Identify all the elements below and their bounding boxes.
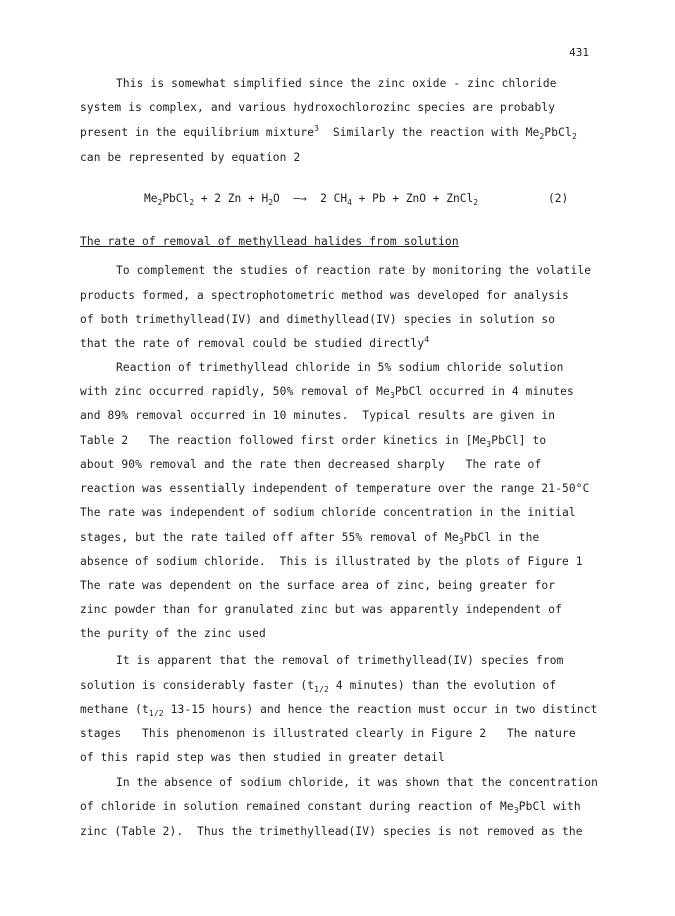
text-line: In the absence of sodium chloride, it was shown that the concentration <box>116 776 598 789</box>
text-line: of chloride in solution remained constant during reaction of $Me_3PbCl$ with <box>80 800 581 815</box>
text-line: Reaction of trimethyllead chloride in 5% sodium chloride solution <box>116 361 564 374</box>
text-line: It is apparent that the removal of trimethyllead(IV) species from <box>116 654 564 667</box>
text-line: the purity of the zinc used <box>80 627 266 640</box>
text-line: and 89% removal occurred in 10 minutes. Typical results are given in <box>80 409 556 422</box>
text-line: To complement the studies of reaction rate by monitoring the volatile <box>116 264 592 277</box>
text-line: present in the equilibrium mixture$^3$ Similarly the reaction with $Me_2PbCl_2$ <box>80 124 577 141</box>
page-number: 431 <box>569 46 589 59</box>
text-line: can be represented by equation 2 <box>80 151 301 164</box>
text-line: products formed, a spectrophotometric method was developed for analysis <box>80 289 569 302</box>
text-line: system is complex, and various hydroxochlorozinc species are probably <box>80 101 556 114</box>
text-line: of this rapid step was then studied in greater detail <box>80 751 445 764</box>
text-line: zinc powder than for granulated zinc but was apparently independent of <box>80 603 562 616</box>
section-heading: The rate of removal of methyllead halides from solution <box>80 235 459 248</box>
text-line: solution is considerably faster ($t_{1/2}$ 4 minutes) than the evolution of <box>80 679 557 694</box>
reference-superscript: 4 <box>424 335 430 344</box>
text-line: with zinc occurred rapidly, 50% removal of $Me_3PbCl$ occurred in 4 minutes <box>80 385 574 400</box>
text-line: stages This phenomenon is illustrated clearly in Figure 2 The nature <box>80 727 576 740</box>
text-line: The rate was dependent on the surface area of zinc, being greater for <box>80 579 556 592</box>
text-line: The rate was independent of sodium chloride concentration in the initial <box>80 506 576 519</box>
text-line: Table 2 The reaction followed first order kinetics in $[Me_3PbCl]$ to <box>80 434 547 449</box>
chemical-equation: $Me_2PbCl_2 + 2$ $Zn + H_2O$ —→ 2 $CH_4 + Pb$ + ZnO + ZnCl$_2$ <box>144 192 479 207</box>
text-line: methane ($t_{1/2}$ 13-15 hours) and hence the reaction must occur in two distinct <box>80 703 598 718</box>
text-line: stages, but the rate tailed off after 55% removal of $Me_3PbCl$ in the <box>80 531 540 546</box>
text-line: absence of sodium chloride. This is illustrated by the plots of Figure 1 <box>80 555 583 568</box>
text-line: about 90% removal and the rate then decreased sharply The rate of <box>80 458 542 471</box>
reference-superscript: 3 <box>314 124 320 133</box>
text-line: of both trimethyllead(IV) and dimethyllead(IV) species in solution so <box>80 313 556 326</box>
text-line: that the rate of removal could be studied directly$^4$ <box>80 335 430 350</box>
equation-number: (2) <box>548 192 569 205</box>
text-line: reaction was essentially independent of temperature over the range 21-50°C <box>80 482 590 495</box>
text-line: zinc (Table 2). Thus the trimethyllead(IV) species is not removed as the <box>80 825 583 838</box>
text-line: This is somewhat simplified since the zinc oxide - zinc chloride <box>116 77 557 90</box>
